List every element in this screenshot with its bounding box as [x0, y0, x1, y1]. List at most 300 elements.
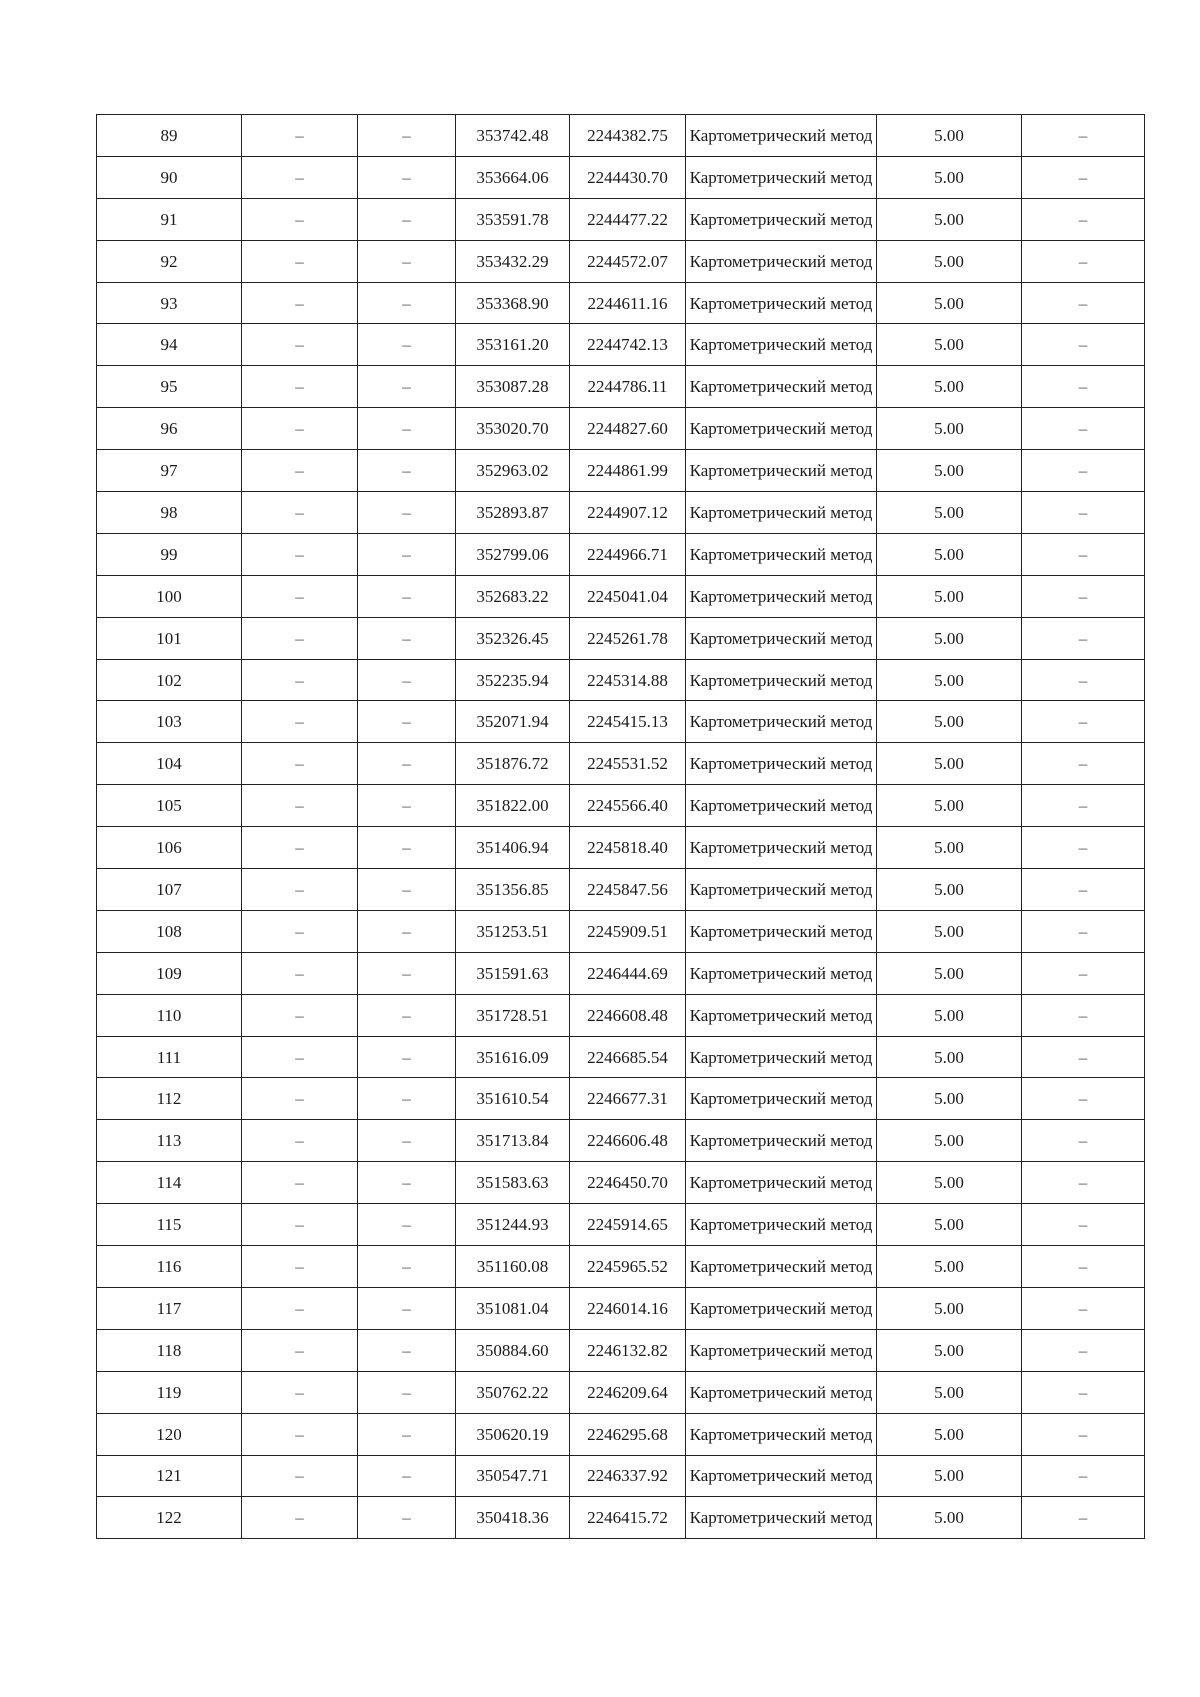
point-number-cell: 112 [97, 1078, 242, 1120]
y-coordinate-cell: 2246606.48 [570, 1120, 686, 1162]
method-cell: Картометрический метод [686, 785, 877, 827]
table-row [97, 743, 1145, 785]
method-cell: Картометрический метод [686, 575, 877, 617]
point-number-cell: 111 [97, 1036, 242, 1078]
empty-value-cell: – [242, 282, 358, 324]
x-coordinate-cell: 352326.45 [456, 617, 570, 659]
empty-value-cell: – [1022, 1371, 1145, 1413]
table-row [97, 115, 1145, 157]
method-cell: Картометрический метод [686, 282, 877, 324]
accuracy-cell: 5.00 [877, 492, 1022, 534]
table-row [97, 1371, 1145, 1413]
empty-value-cell: – [242, 324, 358, 366]
y-coordinate-cell: 2246685.54 [570, 1036, 686, 1078]
accuracy-cell: 5.00 [877, 1497, 1022, 1539]
accuracy-cell: 5.00 [877, 785, 1022, 827]
empty-value-cell: – [1022, 952, 1145, 994]
empty-value-cell: – [1022, 827, 1145, 869]
y-coordinate-cell: 2245818.40 [570, 827, 686, 869]
table-row [97, 156, 1145, 198]
accuracy-cell: 5.00 [877, 115, 1022, 157]
table-row [97, 869, 1145, 911]
empty-value-cell: – [242, 198, 358, 240]
empty-value-cell: – [242, 994, 358, 1036]
table-row [97, 701, 1145, 743]
point-number-cell: 96 [97, 408, 242, 450]
point-number-cell: 92 [97, 240, 242, 282]
empty-value-cell: – [242, 450, 358, 492]
method-cell: Картометрический метод [686, 1078, 877, 1120]
y-coordinate-cell: 2244742.13 [570, 324, 686, 366]
empty-value-cell: – [242, 659, 358, 701]
table-row [97, 198, 1145, 240]
empty-value-cell: – [242, 1329, 358, 1371]
empty-value-cell: – [358, 1371, 456, 1413]
empty-value-cell: – [242, 952, 358, 994]
x-coordinate-cell: 351253.51 [456, 910, 570, 952]
empty-value-cell: – [358, 617, 456, 659]
point-number-cell: 109 [97, 952, 242, 994]
table-row [97, 827, 1145, 869]
empty-value-cell: – [358, 1455, 456, 1497]
empty-value-cell: – [358, 1246, 456, 1288]
empty-value-cell: – [242, 827, 358, 869]
empty-value-cell: – [1022, 1204, 1145, 1246]
method-cell: Картометрический метод [686, 994, 877, 1036]
empty-value-cell: – [1022, 575, 1145, 617]
method-cell: Картометрический метод [686, 1455, 877, 1497]
table-row [97, 1120, 1145, 1162]
accuracy-cell: 5.00 [877, 952, 1022, 994]
empty-value-cell: – [1022, 1078, 1145, 1120]
empty-value-cell: – [358, 408, 456, 450]
y-coordinate-cell: 2244382.75 [570, 115, 686, 157]
empty-value-cell: – [242, 617, 358, 659]
y-coordinate-cell: 2245531.52 [570, 743, 686, 785]
x-coordinate-cell: 352799.06 [456, 533, 570, 575]
method-cell: Картометрический метод [686, 1204, 877, 1246]
method-cell: Картометрический метод [686, 1036, 877, 1078]
table-row [97, 617, 1145, 659]
coordinates-table [96, 114, 1145, 1539]
empty-value-cell: – [358, 1036, 456, 1078]
point-number-cell: 122 [97, 1497, 242, 1539]
point-number-cell: 95 [97, 366, 242, 408]
x-coordinate-cell: 352071.94 [456, 701, 570, 743]
table-row [97, 1036, 1145, 1078]
accuracy-cell: 5.00 [877, 324, 1022, 366]
table-row [97, 450, 1145, 492]
y-coordinate-cell: 2246132.82 [570, 1329, 686, 1371]
empty-value-cell: – [1022, 408, 1145, 450]
method-cell: Картометрический метод [686, 533, 877, 575]
empty-value-cell: – [1022, 1162, 1145, 1204]
empty-value-cell: – [242, 1455, 358, 1497]
accuracy-cell: 5.00 [877, 910, 1022, 952]
x-coordinate-cell: 351728.51 [456, 994, 570, 1036]
empty-value-cell: – [242, 1497, 358, 1539]
empty-value-cell: – [1022, 1120, 1145, 1162]
empty-value-cell: – [358, 910, 456, 952]
accuracy-cell: 5.00 [877, 1371, 1022, 1413]
y-coordinate-cell: 2244786.11 [570, 366, 686, 408]
empty-value-cell: – [358, 1287, 456, 1329]
table-body [97, 115, 1145, 1539]
empty-value-cell: – [358, 240, 456, 282]
table-row [97, 1204, 1145, 1246]
empty-value-cell: – [358, 115, 456, 157]
table-row [97, 1287, 1145, 1329]
empty-value-cell: – [242, 1078, 358, 1120]
y-coordinate-cell: 2244966.71 [570, 533, 686, 575]
accuracy-cell: 5.00 [877, 1246, 1022, 1288]
point-number-cell: 106 [97, 827, 242, 869]
method-cell: Картометрический метод [686, 115, 877, 157]
empty-value-cell: – [1022, 1413, 1145, 1455]
empty-value-cell: – [1022, 994, 1145, 1036]
empty-value-cell: – [1022, 869, 1145, 911]
empty-value-cell: – [1022, 282, 1145, 324]
accuracy-cell: 5.00 [877, 827, 1022, 869]
table-row [97, 1413, 1145, 1455]
y-coordinate-cell: 2246450.70 [570, 1162, 686, 1204]
accuracy-cell: 5.00 [877, 240, 1022, 282]
method-cell: Картометрический метод [686, 1371, 877, 1413]
empty-value-cell: – [358, 450, 456, 492]
x-coordinate-cell: 351160.08 [456, 1246, 570, 1288]
table-row [97, 366, 1145, 408]
empty-value-cell: – [358, 994, 456, 1036]
method-cell: Картометрический метод [686, 1413, 877, 1455]
empty-value-cell: – [242, 492, 358, 534]
table-row [97, 1329, 1145, 1371]
empty-value-cell: – [242, 240, 358, 282]
empty-value-cell: – [1022, 450, 1145, 492]
accuracy-cell: 5.00 [877, 533, 1022, 575]
empty-value-cell: – [358, 785, 456, 827]
accuracy-cell: 5.00 [877, 617, 1022, 659]
point-number-cell: 118 [97, 1329, 242, 1371]
x-coordinate-cell: 353020.70 [456, 408, 570, 450]
point-number-cell: 93 [97, 282, 242, 324]
y-coordinate-cell: 2245314.88 [570, 659, 686, 701]
x-coordinate-cell: 350762.22 [456, 1371, 570, 1413]
accuracy-cell: 5.00 [877, 156, 1022, 198]
x-coordinate-cell: 351406.94 [456, 827, 570, 869]
x-coordinate-cell: 353087.28 [456, 366, 570, 408]
empty-value-cell: – [358, 1204, 456, 1246]
table-row [97, 952, 1145, 994]
point-number-cell: 101 [97, 617, 242, 659]
point-number-cell: 89 [97, 115, 242, 157]
empty-value-cell: – [1022, 1329, 1145, 1371]
point-number-cell: 102 [97, 659, 242, 701]
point-number-cell: 100 [97, 575, 242, 617]
x-coordinate-cell: 351591.63 [456, 952, 570, 994]
empty-value-cell: – [242, 156, 358, 198]
empty-value-cell: – [242, 408, 358, 450]
empty-value-cell: – [358, 198, 456, 240]
x-coordinate-cell: 353161.20 [456, 324, 570, 366]
method-cell: Картометрический метод [686, 617, 877, 659]
x-coordinate-cell: 350547.71 [456, 1455, 570, 1497]
empty-value-cell: – [242, 1036, 358, 1078]
table-row [97, 910, 1145, 952]
x-coordinate-cell: 351876.72 [456, 743, 570, 785]
accuracy-cell: 5.00 [877, 1162, 1022, 1204]
accuracy-cell: 5.00 [877, 1036, 1022, 1078]
empty-value-cell: – [242, 533, 358, 575]
y-coordinate-cell: 2245415.13 [570, 701, 686, 743]
point-number-cell: 121 [97, 1455, 242, 1497]
method-cell: Картометрический метод [686, 827, 877, 869]
x-coordinate-cell: 351616.09 [456, 1036, 570, 1078]
empty-value-cell: – [1022, 659, 1145, 701]
empty-value-cell: – [242, 575, 358, 617]
x-coordinate-cell: 351244.93 [456, 1204, 570, 1246]
x-coordinate-cell: 351356.85 [456, 869, 570, 911]
empty-value-cell: – [358, 1497, 456, 1539]
x-coordinate-cell: 350884.60 [456, 1329, 570, 1371]
method-cell: Картометрический метод [686, 366, 877, 408]
x-coordinate-cell: 351583.63 [456, 1162, 570, 1204]
empty-value-cell: – [1022, 910, 1145, 952]
method-cell: Картометрический метод [686, 743, 877, 785]
empty-value-cell: – [358, 1078, 456, 1120]
y-coordinate-cell: 2245965.52 [570, 1246, 686, 1288]
empty-value-cell: – [1022, 1036, 1145, 1078]
table-row [97, 408, 1145, 450]
table-row [97, 240, 1145, 282]
accuracy-cell: 5.00 [877, 743, 1022, 785]
empty-value-cell: – [242, 366, 358, 408]
method-cell: Картометрический метод [686, 1246, 877, 1288]
empty-value-cell: – [358, 282, 456, 324]
empty-value-cell: – [1022, 240, 1145, 282]
point-number-cell: 103 [97, 701, 242, 743]
point-number-cell: 110 [97, 994, 242, 1036]
y-coordinate-cell: 2246209.64 [570, 1371, 686, 1413]
point-number-cell: 120 [97, 1413, 242, 1455]
accuracy-cell: 5.00 [877, 1287, 1022, 1329]
empty-value-cell: – [358, 827, 456, 869]
y-coordinate-cell: 2246295.68 [570, 1413, 686, 1455]
accuracy-cell: 5.00 [877, 701, 1022, 743]
y-coordinate-cell: 2244827.60 [570, 408, 686, 450]
empty-value-cell: – [242, 1287, 358, 1329]
empty-value-cell: – [1022, 743, 1145, 785]
point-number-cell: 105 [97, 785, 242, 827]
empty-value-cell: – [358, 952, 456, 994]
x-coordinate-cell: 352963.02 [456, 450, 570, 492]
y-coordinate-cell: 2244477.22 [570, 198, 686, 240]
empty-value-cell: – [358, 659, 456, 701]
point-number-cell: 98 [97, 492, 242, 534]
x-coordinate-cell: 353664.06 [456, 156, 570, 198]
method-cell: Картометрический метод [686, 408, 877, 450]
empty-value-cell: – [1022, 115, 1145, 157]
point-number-cell: 107 [97, 869, 242, 911]
accuracy-cell: 5.00 [877, 1413, 1022, 1455]
accuracy-cell: 5.00 [877, 575, 1022, 617]
y-coordinate-cell: 2244430.70 [570, 156, 686, 198]
empty-value-cell: – [358, 1120, 456, 1162]
table-row [97, 324, 1145, 366]
empty-value-cell: – [358, 869, 456, 911]
x-coordinate-cell: 352683.22 [456, 575, 570, 617]
empty-value-cell: – [1022, 1455, 1145, 1497]
empty-value-cell: – [1022, 533, 1145, 575]
accuracy-cell: 5.00 [877, 1204, 1022, 1246]
x-coordinate-cell: 353742.48 [456, 115, 570, 157]
empty-value-cell: – [1022, 156, 1145, 198]
method-cell: Картометрический метод [686, 324, 877, 366]
x-coordinate-cell: 352235.94 [456, 659, 570, 701]
method-cell: Картометрический метод [686, 492, 877, 534]
y-coordinate-cell: 2244907.12 [570, 492, 686, 534]
accuracy-cell: 5.00 [877, 994, 1022, 1036]
empty-value-cell: – [358, 1329, 456, 1371]
empty-value-cell: – [358, 575, 456, 617]
empty-value-cell: – [1022, 1497, 1145, 1539]
y-coordinate-cell: 2245261.78 [570, 617, 686, 659]
empty-value-cell: – [358, 492, 456, 534]
accuracy-cell: 5.00 [877, 282, 1022, 324]
point-number-cell: 91 [97, 198, 242, 240]
point-number-cell: 94 [97, 324, 242, 366]
empty-value-cell: – [1022, 324, 1145, 366]
empty-value-cell: – [242, 869, 358, 911]
y-coordinate-cell: 2244572.07 [570, 240, 686, 282]
point-number-cell: 99 [97, 533, 242, 575]
y-coordinate-cell: 2246337.92 [570, 1455, 686, 1497]
empty-value-cell: – [358, 366, 456, 408]
y-coordinate-cell: 2245914.65 [570, 1204, 686, 1246]
empty-value-cell: – [242, 910, 358, 952]
y-coordinate-cell: 2245909.51 [570, 910, 686, 952]
empty-value-cell: – [242, 1120, 358, 1162]
accuracy-cell: 5.00 [877, 408, 1022, 450]
x-coordinate-cell: 351081.04 [456, 1287, 570, 1329]
empty-value-cell: – [1022, 785, 1145, 827]
point-number-cell: 90 [97, 156, 242, 198]
method-cell: Картометрический метод [686, 659, 877, 701]
empty-value-cell: – [242, 1371, 358, 1413]
method-cell: Картометрический метод [686, 701, 877, 743]
empty-value-cell: – [1022, 198, 1145, 240]
empty-value-cell: – [358, 701, 456, 743]
x-coordinate-cell: 352893.87 [456, 492, 570, 534]
y-coordinate-cell: 2245041.04 [570, 575, 686, 617]
x-coordinate-cell: 353368.90 [456, 282, 570, 324]
x-coordinate-cell: 351610.54 [456, 1078, 570, 1120]
empty-value-cell: – [242, 115, 358, 157]
empty-value-cell: – [1022, 701, 1145, 743]
accuracy-cell: 5.00 [877, 1329, 1022, 1371]
method-cell: Картометрический метод [686, 1162, 877, 1204]
method-cell: Картометрический метод [686, 1287, 877, 1329]
table-row [97, 1078, 1145, 1120]
y-coordinate-cell: 2244861.99 [570, 450, 686, 492]
point-number-cell: 116 [97, 1246, 242, 1288]
point-number-cell: 104 [97, 743, 242, 785]
method-cell: Картометрический метод [686, 198, 877, 240]
empty-value-cell: – [358, 1413, 456, 1455]
point-number-cell: 97 [97, 450, 242, 492]
table-row [97, 492, 1145, 534]
empty-value-cell: – [1022, 617, 1145, 659]
y-coordinate-cell: 2245847.56 [570, 869, 686, 911]
table-row [97, 785, 1145, 827]
x-coordinate-cell: 353432.29 [456, 240, 570, 282]
empty-value-cell: – [358, 1162, 456, 1204]
empty-value-cell: – [242, 1246, 358, 1288]
method-cell: Картометрический метод [686, 1497, 877, 1539]
method-cell: Картометрический метод [686, 910, 877, 952]
table-row [97, 1455, 1145, 1497]
empty-value-cell: – [358, 533, 456, 575]
x-coordinate-cell: 350620.19 [456, 1413, 570, 1455]
y-coordinate-cell: 2246444.69 [570, 952, 686, 994]
empty-value-cell: – [242, 701, 358, 743]
x-coordinate-cell: 351713.84 [456, 1120, 570, 1162]
y-coordinate-cell: 2246014.16 [570, 1287, 686, 1329]
y-coordinate-cell: 2245566.40 [570, 785, 686, 827]
x-coordinate-cell: 350418.36 [456, 1497, 570, 1539]
point-number-cell: 119 [97, 1371, 242, 1413]
x-coordinate-cell: 353591.78 [456, 198, 570, 240]
y-coordinate-cell: 2244611.16 [570, 282, 686, 324]
table-row [97, 1246, 1145, 1288]
point-number-cell: 115 [97, 1204, 242, 1246]
method-cell: Картометрический метод [686, 240, 877, 282]
table-row [97, 659, 1145, 701]
accuracy-cell: 5.00 [877, 366, 1022, 408]
method-cell: Картометрический метод [686, 952, 877, 994]
accuracy-cell: 5.00 [877, 869, 1022, 911]
table-row [97, 575, 1145, 617]
empty-value-cell: – [1022, 1287, 1145, 1329]
y-coordinate-cell: 2246415.72 [570, 1497, 686, 1539]
accuracy-cell: 5.00 [877, 1455, 1022, 1497]
empty-value-cell: – [1022, 1246, 1145, 1288]
accuracy-cell: 5.00 [877, 1120, 1022, 1162]
point-number-cell: 117 [97, 1287, 242, 1329]
empty-value-cell: – [1022, 492, 1145, 534]
method-cell: Картометрический метод [686, 869, 877, 911]
y-coordinate-cell: 2246608.48 [570, 994, 686, 1036]
empty-value-cell: – [358, 324, 456, 366]
y-coordinate-cell: 2246677.31 [570, 1078, 686, 1120]
empty-value-cell: – [242, 743, 358, 785]
table-row [97, 282, 1145, 324]
table-row [97, 1162, 1145, 1204]
method-cell: Картометрический метод [686, 156, 877, 198]
table-row [97, 994, 1145, 1036]
method-cell: Картометрический метод [686, 1120, 877, 1162]
x-coordinate-cell: 351822.00 [456, 785, 570, 827]
accuracy-cell: 5.00 [877, 1078, 1022, 1120]
accuracy-cell: 5.00 [877, 450, 1022, 492]
table-row [97, 1497, 1145, 1539]
empty-value-cell: – [242, 1162, 358, 1204]
method-cell: Картометрический метод [686, 1329, 877, 1371]
empty-value-cell: – [358, 743, 456, 785]
empty-value-cell: – [242, 1204, 358, 1246]
empty-value-cell: – [242, 785, 358, 827]
empty-value-cell: – [358, 156, 456, 198]
empty-value-cell: – [242, 1413, 358, 1455]
